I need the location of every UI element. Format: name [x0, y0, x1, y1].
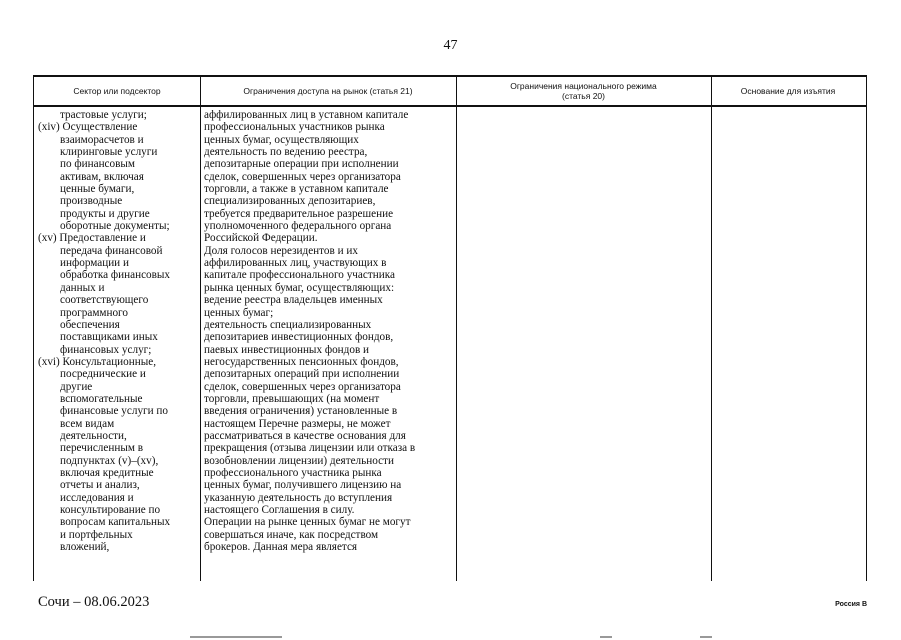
column-divider: [200, 77, 201, 581]
market-access-line: специализированных депозитариев,: [204, 195, 376, 208]
sector-line: деятельности,: [60, 429, 127, 442]
sector-line: производные: [60, 195, 123, 208]
sector-line: консультирование по: [60, 504, 161, 516]
market-access-cell: [204, 109, 454, 553]
sector-line: финансовые услуги по: [60, 405, 168, 418]
market-access-line: уполномоченного федерального органа: [204, 220, 392, 233]
market-access-line: ведение реестра владельцев именных: [204, 294, 383, 307]
sector-line: данных и: [60, 281, 105, 294]
market-access-line: деятельность специализированных: [204, 318, 372, 331]
sector-cell: [38, 109, 198, 553]
market-access-line: негосударственных пенсионных фондов,: [204, 355, 399, 368]
sector-line: продукты и другие: [60, 207, 150, 220]
sector-line: обеспечения: [60, 318, 120, 331]
header-national-treatment: Ограничения национального режима (статья 20): [510, 81, 657, 101]
sector-line: соответствующего: [60, 294, 149, 307]
sector-line: другие: [60, 380, 93, 393]
column-divider: [456, 77, 457, 581]
sector-line: всем видам: [60, 417, 115, 430]
footer-party-mark: Россия В: [835, 601, 867, 608]
market-access-line: Российской Федерации.: [204, 232, 318, 245]
market-access-line: требуется предварительное разрешение: [204, 207, 394, 220]
market-access-line: указанную деятельность до вступления: [204, 491, 393, 504]
market-access-line: настоящего Соглашения в силу.: [204, 504, 355, 516]
market-access-line: ценных бумаг, осуществляющих: [204, 133, 359, 146]
market-access-line: торговли, превышающих (на момент: [204, 392, 380, 405]
sector-line: клиринговые услуги: [60, 146, 158, 159]
market-access-line: ценных бумаг;: [204, 306, 274, 319]
header-market-access: Ограничения доступа на рынок (статья 21): [243, 86, 413, 96]
header-reason: Основание для изъятия: [740, 86, 836, 96]
sector-line: программного: [60, 306, 128, 319]
market-access-line: профессиональных участников рынка: [204, 121, 385, 134]
table-header-row: [34, 77, 866, 107]
sector-line: включая кредитные: [60, 466, 154, 479]
sector-line: перечисленным в: [60, 442, 144, 455]
sector-line: по финансовым: [60, 158, 135, 171]
market-access-line: введения ограничения) установленные в: [204, 405, 398, 418]
market-access-line: деятельность по ведению реестра,: [204, 146, 368, 159]
market-access-line: депозитариев инвестиционных фондов,: [204, 331, 394, 344]
sector-line: активам, включая: [60, 170, 144, 183]
market-access-line: настоящем Перечне размеры, не может: [204, 417, 391, 430]
market-access-line: сделок, совершенных через организатора: [204, 170, 401, 183]
market-access-line: аффилированных лиц, участвующих в: [204, 257, 387, 270]
market-access-line: депозитарные операции при исполнении: [204, 158, 399, 171]
sector-line: вопросам капитальных: [60, 516, 171, 529]
sector-line: вложений,: [60, 541, 110, 554]
market-access-line: торговли, а также в уставном капитале: [204, 183, 389, 196]
market-access-line: брокеров. Данная мера является: [204, 541, 358, 554]
sector-line: посреднические и: [60, 368, 146, 381]
sector-line: исследования и: [60, 491, 134, 504]
market-access-line: рассматриваться в качестве основания для: [204, 429, 406, 442]
market-access-line: рынка ценных бумаг, осуществляющих:: [204, 281, 395, 294]
market-access-line: капитале профессионального участника: [204, 269, 395, 282]
sector-line: оборотные документы;: [60, 220, 170, 233]
sector-line: ценные бумаги,: [60, 183, 135, 196]
market-access-line: возобновлении лицензии) деятельности: [204, 454, 394, 467]
market-access-line: аффилированных лиц в уставном капитале: [204, 109, 409, 121]
market-access-line: прекращения (отзыва лицензии или отказа в: [204, 442, 416, 455]
page-number: 47: [443, 38, 458, 53]
market-access-line: совершаться иначе, как посредством: [204, 528, 379, 541]
sector-line: обработка финансовых: [60, 269, 171, 282]
scan-artifact: [600, 636, 612, 638]
market-access-line: ценных бумаг, получившего лицензию на: [204, 479, 402, 492]
market-access-line: паевых инвестиционных фондов и: [204, 343, 370, 356]
sector-line: (xvi) Консультационные,: [38, 355, 157, 368]
market-access-line: профессионального участника рынка: [204, 466, 382, 479]
sector-line: отчеты и анализ,: [60, 479, 140, 492]
sector-line: вспомогательные: [60, 392, 143, 405]
column-divider: [711, 77, 712, 581]
sector-line: подпунктах (v)–(xv),: [60, 454, 159, 467]
market-access-line: Доля голосов нерезидентов и их: [204, 244, 358, 257]
header-sector: Сектор или подсектор: [73, 86, 161, 96]
market-access-line: сделок, совершенных через организатора: [204, 380, 401, 393]
sector-line: трастовые услуги;: [60, 109, 147, 121]
sector-line: (xiv) Осуществление: [38, 121, 138, 134]
sector-line: информации и: [60, 257, 129, 270]
market-access-line: депозитарных операций при исполнении: [204, 368, 400, 381]
sector-line: взаиморасчетов и: [60, 133, 144, 146]
sector-line: поставщиками иных: [60, 331, 158, 344]
market-access-line: Операции на рынке ценных бумаг не могут: [204, 516, 411, 529]
sector-line: и портфельных: [60, 528, 133, 541]
sector-line: (xv) Предоставление и: [38, 232, 146, 245]
sector-line: финансовых услуг;: [60, 343, 152, 356]
scan-artifact: [700, 636, 712, 638]
sector-line: передача финансовой: [60, 244, 163, 257]
reservations-table: [33, 75, 867, 581]
footer-place-date: Сочи – 08.06.2023: [38, 594, 150, 610]
scan-artifact: [190, 636, 282, 638]
